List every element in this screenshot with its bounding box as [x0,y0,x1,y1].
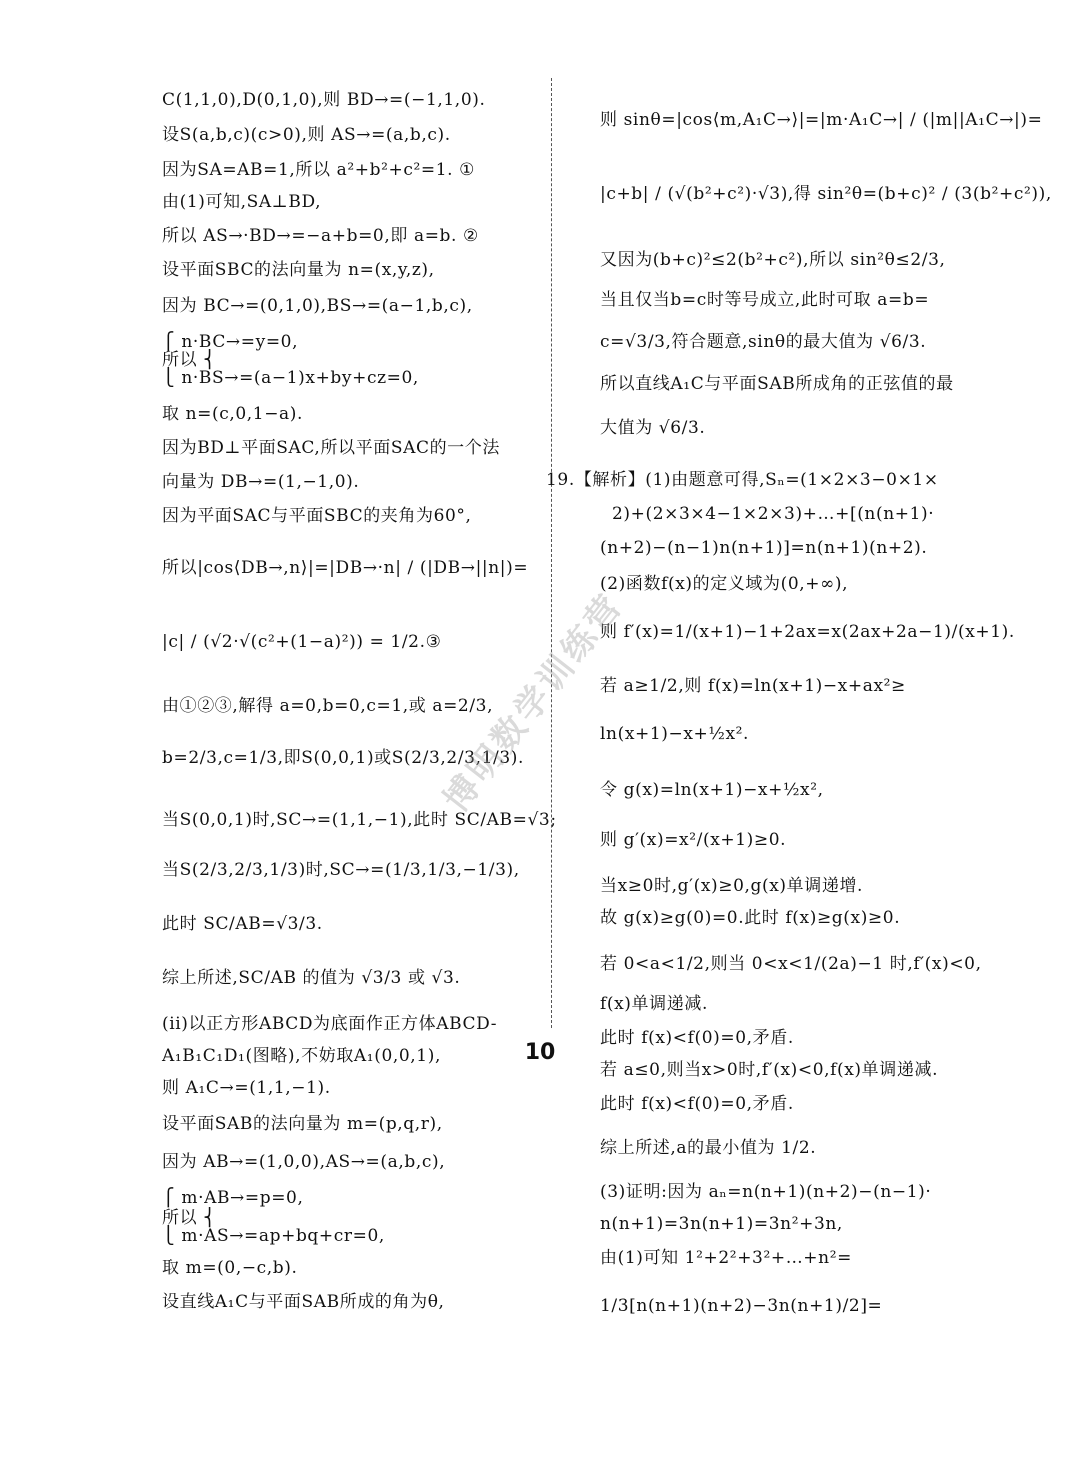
text-line: 取 m=(0,−c,b). [162,1258,298,1278]
text-line: 由①②③,解得 a=0,b=0,c=1,或 a=2/3, [162,696,494,716]
text-line: (ii)以正方形ABCD为底面作正方体ABCD- [162,1014,498,1034]
text-line: ⎩ m·AS→=ap+bq+cr=0, [162,1226,385,1246]
text-line: 2)+(2×3×4−1×2×3)+…+[(n(n+1)· [612,504,935,524]
text-line: 若 0<a<1/2,则当 0<x<1/(2a)−1 时,f′(x)<0, [600,954,982,974]
text-line: 故 g(x)≥g(0)=0.此时 f(x)≥g(x)≥0. [600,908,901,928]
text-line: A₁B₁C₁D₁(图略),不妨取A₁(0,0,1), [162,1046,441,1066]
text-line: 此时 f(x)<f(0)=0,矛盾. [600,1094,794,1114]
text-line: 所以直线A₁C与平面SAB所成角的正弦值的最 [600,374,954,394]
text-line: ⎧ m·AB→=p=0, [162,1188,304,1208]
text-line: 所以|cos⟨DB→,n⟩|=|DB→·n| / (|DB→||n|)= [162,558,529,578]
text-line: 所以 AS→·BD→=−a+b=0,即 a=b. ② [162,226,479,246]
text-line: 由(1)可知 1²+2²+3²+…+n²= [600,1248,852,1268]
text-line: 设平面SBC的法向量为 n=(x,y,z), [162,260,435,280]
watermark: 博明数学训练营 [436,585,632,820]
text-line: 因为 AB→=(1,0,0),AS→=(a,b,c), [162,1152,446,1172]
text-line: b=2/3,c=1/3,即S(0,0,1)或S(2/3,2/3,1/3). [162,748,524,768]
text-line: n(n+1)=3n(n+1)=3n²+3n, [600,1214,843,1234]
text-line: 当S(0,0,1)时,SC→=(1,1,−1),此时 SC/AB=√3; [162,810,557,830]
text-line: 大值为 √6/3. [600,418,706,438]
text-line: 当S(2/3,2/3,1/3)时,SC→=(1/3,1/3,−1/3), [162,860,520,880]
text-line: 设S(a,b,c)(c>0),则 AS→=(a,b,c). [162,125,451,145]
text-line: 当且仅当b=c时等号成立,此时可取 a=b= [600,290,930,310]
text-line: 若 a≤0,则当x>0时,f′(x)<0,f(x)单调递减. [600,1060,939,1080]
text-line: 向量为 DB→=(1,−1,0). [162,472,360,492]
text-line: (3)证明:因为 aₙ=n(n+1)(n+2)−(n−1)· [600,1182,932,1202]
text-line: 设直线A₁C与平面SAB所成的角为θ, [162,1292,445,1312]
text-line: 则 g′(x)=x²/(x+1)≥0. [600,830,787,850]
text-line: f(x)单调递减. [600,994,708,1014]
text-line: 19.【解析】(1)由题意可得,Sₙ=(1×2×3−0×1× [546,470,939,490]
text-line: ⎧ n·BC→=y=0, [162,332,299,352]
text-line: ln(x+1)−x+½x². [600,724,750,744]
text-line: 所以 ⎨ [162,1208,217,1228]
text-line: ⎩ n·BS→=(a−1)x+by+cz=0, [162,368,419,388]
text-line: 设平面SAB的法向量为 m=(p,q,r), [162,1114,443,1134]
text-line: 则 A₁C→=(1,1,−1). [162,1078,331,1098]
text-line: 综上所述,SC/AB 的值为 √3/3 或 √3. [162,968,461,988]
text-line: 所以 ⎨ [162,350,217,370]
text-line: 因为SA=AB=1,所以 a²+b²+c²=1. ① [162,160,475,180]
text-line: C(1,1,0),D(0,1,0),则 BD→=(−1,1,0). [162,90,486,110]
text-line: 由(1)可知,SA⊥BD, [162,192,322,212]
text-line: 因为 BC→=(0,1,0),BS→=(a−1,b,c), [162,296,473,316]
text-line: 此时 f(x)<f(0)=0,矛盾. [600,1028,794,1048]
page-number: 10 [524,1040,556,1065]
text-line: |c+b| / (√(b²+c²)·√3),得 sin²θ=(b+c)² / (3(b²+c²)), [600,184,1052,204]
text-line: 则 sinθ=|cos⟨m,A₁C→⟩|=|m·A₁C→| / (|m||A₁C→|)= [600,110,1043,130]
text-line: 又因为(b+c)²≤2(b²+c²),所以 sin²θ≤2/3, [600,250,946,270]
text-line: c=√3/3,符合题意,sinθ的最大值为 √6/3. [600,332,927,352]
text-line: (n+2)−(n−1)n(n+1)]=n(n+1)(n+2). [600,538,928,558]
text-line: 当x≥0时,g′(x)≥0,g(x)单调递增. [600,876,864,896]
text-line: 因为BD⊥平面SAC,所以平面SAC的一个法 [162,438,500,458]
text-line: 则 f′(x)=1/(x+1)−1+2ax=x(2ax+2a−1)/(x+1). [600,622,1015,642]
text-line: 1/3[n(n+1)(n+2)−3n(n+1)/2]= [600,1296,883,1316]
text-line: |c| / (√2·√(c²+(1−a)²)) = 1/2.③ [162,632,442,652]
text-line: (2)函数f(x)的定义域为(0,+∞), [600,574,849,594]
text-line: 因为平面SAC与平面SBC的夹角为60°, [162,506,472,526]
text-line: 令 g(x)=ln(x+1)−x+½x², [600,780,824,800]
text-line: 此时 SC/AB=√3/3. [162,914,323,934]
text-line: 取 n=(c,0,1−a). [162,404,304,424]
text-line: 综上所述,a的最小值为 1/2. [600,1138,817,1158]
column-divider [551,78,552,1028]
text-line: 若 a≥1/2,则 f(x)=ln(x+1)−x+ax²≥ [600,676,906,696]
